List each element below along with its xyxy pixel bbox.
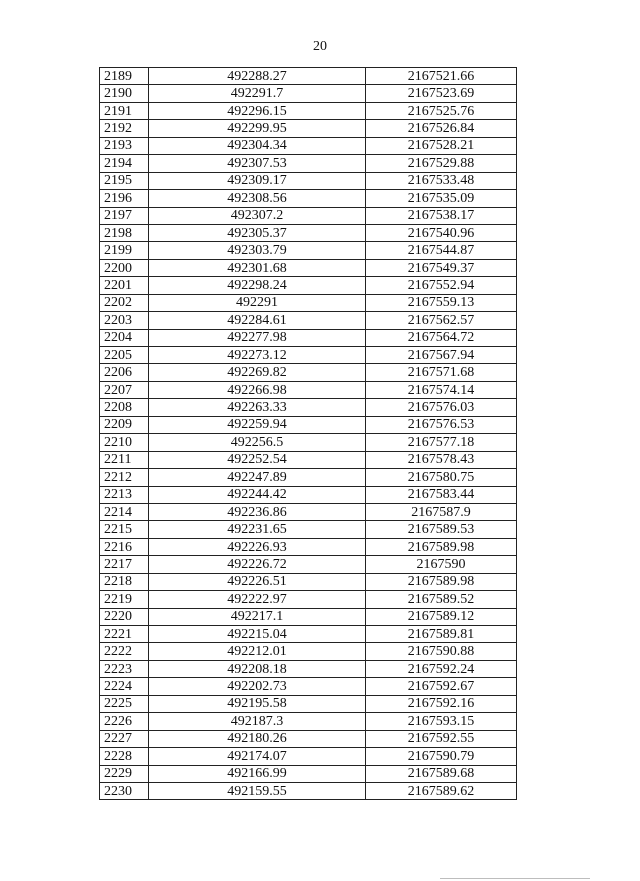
- coordinates-table: [99, 67, 517, 800]
- table-row: [100, 451, 517, 468]
- y-coordinate-cell: 2167577.18: [366, 434, 517, 451]
- y-coordinate-cell: 2167538.17: [366, 207, 517, 224]
- x-coordinate-cell: 492212.01: [149, 643, 366, 660]
- x-coordinate-cell: 492180.26: [149, 730, 366, 747]
- table-row: [100, 364, 517, 381]
- y-coordinate-cell: 2167528.21: [366, 137, 517, 154]
- table-row: [100, 626, 517, 643]
- x-coordinate-cell: 492236.86: [149, 503, 366, 520]
- point-number-cell: 2214: [100, 503, 149, 520]
- point-number-cell: 2195: [100, 172, 149, 189]
- x-coordinate-cell: 492299.95: [149, 120, 366, 137]
- point-number-cell: 2223: [100, 660, 149, 677]
- x-coordinate-cell: 492308.56: [149, 190, 366, 207]
- y-coordinate-cell: 2167592.24: [366, 660, 517, 677]
- x-coordinate-cell: 492301.68: [149, 259, 366, 276]
- x-coordinate-cell: 492309.17: [149, 172, 366, 189]
- y-coordinate-cell: 2167576.53: [366, 416, 517, 433]
- y-coordinate-cell: 2167552.94: [366, 277, 517, 294]
- table-row: [100, 190, 517, 207]
- y-coordinate-cell: 2167589.62: [366, 782, 517, 799]
- table-row: [100, 643, 517, 660]
- table-row: [100, 765, 517, 782]
- y-coordinate-cell: 2167571.68: [366, 364, 517, 381]
- x-coordinate-cell: 492305.37: [149, 224, 366, 241]
- point-number-cell: 2212: [100, 469, 149, 486]
- table-row: [100, 573, 517, 590]
- table-row: [100, 172, 517, 189]
- x-coordinate-cell: 492226.72: [149, 556, 366, 573]
- table-row: [100, 399, 517, 416]
- x-coordinate-cell: 492307.53: [149, 155, 366, 172]
- point-number-cell: 2218: [100, 573, 149, 590]
- point-number-cell: 2215: [100, 521, 149, 538]
- y-coordinate-cell: 2167590: [366, 556, 517, 573]
- y-coordinate-cell: 2167590.79: [366, 748, 517, 765]
- y-coordinate-cell: 2167540.96: [366, 224, 517, 241]
- point-number-cell: 2202: [100, 294, 149, 311]
- y-coordinate-cell: 2167589.98: [366, 538, 517, 555]
- table-row: [100, 294, 517, 311]
- point-number-cell: 2227: [100, 730, 149, 747]
- x-coordinate-cell: 492244.42: [149, 486, 366, 503]
- y-coordinate-cell: 2167590.88: [366, 643, 517, 660]
- table-row: [100, 85, 517, 102]
- y-coordinate-cell: 2167592.67: [366, 678, 517, 695]
- point-number-cell: 2213: [100, 486, 149, 503]
- point-number-cell: 2220: [100, 608, 149, 625]
- point-number-cell: 2198: [100, 224, 149, 241]
- table-row: [100, 556, 517, 573]
- point-number-cell: 2222: [100, 643, 149, 660]
- table-row: [100, 660, 517, 677]
- table-row: [100, 277, 517, 294]
- x-coordinate-cell: 492252.54: [149, 451, 366, 468]
- table-row: [100, 469, 517, 486]
- point-number-cell: 2204: [100, 329, 149, 346]
- y-coordinate-cell: 2167592.55: [366, 730, 517, 747]
- x-coordinate-cell: 492263.33: [149, 399, 366, 416]
- y-coordinate-cell: 2167589.68: [366, 765, 517, 782]
- point-number-cell: 2196: [100, 190, 149, 207]
- table-row: [100, 782, 517, 799]
- point-number-cell: 2190: [100, 85, 149, 102]
- point-number-cell: 2216: [100, 538, 149, 555]
- x-coordinate-cell: 492304.34: [149, 137, 366, 154]
- table-row: [100, 312, 517, 329]
- table-row: [100, 503, 517, 520]
- point-number-cell: 2199: [100, 242, 149, 259]
- y-coordinate-cell: 2167593.15: [366, 713, 517, 730]
- table-row: [100, 381, 517, 398]
- table-row: [100, 591, 517, 608]
- y-coordinate-cell: 2167580.75: [366, 469, 517, 486]
- table-row: [100, 224, 517, 241]
- table-row: [100, 102, 517, 119]
- y-coordinate-cell: 2167562.57: [366, 312, 517, 329]
- table-row: [100, 695, 517, 712]
- y-coordinate-cell: 2167576.03: [366, 399, 517, 416]
- point-number-cell: 2226: [100, 713, 149, 730]
- coordinates-table-body: [100, 68, 517, 800]
- x-coordinate-cell: 492215.04: [149, 626, 366, 643]
- x-coordinate-cell: 492298.24: [149, 277, 366, 294]
- y-coordinate-cell: 2167567.94: [366, 347, 517, 364]
- table-row: [100, 713, 517, 730]
- point-number-cell: 2217: [100, 556, 149, 573]
- x-coordinate-cell: 492273.12: [149, 347, 366, 364]
- table-row: [100, 434, 517, 451]
- y-coordinate-cell: 2167589.12: [366, 608, 517, 625]
- x-coordinate-cell: 492291.7: [149, 85, 366, 102]
- x-coordinate-cell: 492174.07: [149, 748, 366, 765]
- table-row: [100, 416, 517, 433]
- table-row: [100, 486, 517, 503]
- x-coordinate-cell: 492187.3: [149, 713, 366, 730]
- table-row: [100, 329, 517, 346]
- point-number-cell: 2192: [100, 120, 149, 137]
- x-coordinate-cell: 492256.5: [149, 434, 366, 451]
- x-coordinate-cell: 492303.79: [149, 242, 366, 259]
- point-number-cell: 2221: [100, 626, 149, 643]
- x-coordinate-cell: 492296.15: [149, 102, 366, 119]
- footer-rule: [440, 878, 590, 879]
- y-coordinate-cell: 2167592.16: [366, 695, 517, 712]
- y-coordinate-cell: 2167523.69: [366, 85, 517, 102]
- x-coordinate-cell: 492208.18: [149, 660, 366, 677]
- x-coordinate-cell: 492231.65: [149, 521, 366, 538]
- table-row: [100, 242, 517, 259]
- table-row: [100, 120, 517, 137]
- y-coordinate-cell: 2167589.53: [366, 521, 517, 538]
- y-coordinate-cell: 2167564.72: [366, 329, 517, 346]
- y-coordinate-cell: 2167589.52: [366, 591, 517, 608]
- x-coordinate-cell: 492226.93: [149, 538, 366, 555]
- table-row: [100, 678, 517, 695]
- y-coordinate-cell: 2167521.66: [366, 68, 517, 85]
- point-number-cell: 2228: [100, 748, 149, 765]
- x-coordinate-cell: 492166.99: [149, 765, 366, 782]
- point-number-cell: 2191: [100, 102, 149, 119]
- y-coordinate-cell: 2167544.87: [366, 242, 517, 259]
- table-row: [100, 538, 517, 555]
- table-row: [100, 608, 517, 625]
- x-coordinate-cell: 492226.51: [149, 573, 366, 590]
- point-number-cell: 2189: [100, 68, 149, 85]
- y-coordinate-cell: 2167525.76: [366, 102, 517, 119]
- point-number-cell: 2200: [100, 259, 149, 276]
- point-number-cell: 2206: [100, 364, 149, 381]
- point-number-cell: 2209: [100, 416, 149, 433]
- x-coordinate-cell: 492269.82: [149, 364, 366, 381]
- y-coordinate-cell: 2167529.88: [366, 155, 517, 172]
- y-coordinate-cell: 2167549.37: [366, 259, 517, 276]
- point-number-cell: 2225: [100, 695, 149, 712]
- y-coordinate-cell: 2167535.09: [366, 190, 517, 207]
- point-number-cell: 2229: [100, 765, 149, 782]
- point-number-cell: 2203: [100, 312, 149, 329]
- point-number-cell: 2210: [100, 434, 149, 451]
- table-row: [100, 748, 517, 765]
- table-row: [100, 155, 517, 172]
- y-coordinate-cell: 2167574.14: [366, 381, 517, 398]
- page-number: 20: [313, 39, 327, 54]
- x-coordinate-cell: 492291: [149, 294, 366, 311]
- point-number-cell: 2224: [100, 678, 149, 695]
- x-coordinate-cell: 492284.61: [149, 312, 366, 329]
- point-number-cell: 2205: [100, 347, 149, 364]
- table-row: [100, 68, 517, 85]
- x-coordinate-cell: 492217.1: [149, 608, 366, 625]
- y-coordinate-cell: 2167587.9: [366, 503, 517, 520]
- x-coordinate-cell: 492307.2: [149, 207, 366, 224]
- x-coordinate-cell: 492266.98: [149, 381, 366, 398]
- point-number-cell: 2230: [100, 782, 149, 799]
- point-number-cell: 2197: [100, 207, 149, 224]
- x-coordinate-cell: 492202.73: [149, 678, 366, 695]
- y-coordinate-cell: 2167589.98: [366, 573, 517, 590]
- y-coordinate-cell: 2167559.13: [366, 294, 517, 311]
- y-coordinate-cell: 2167589.81: [366, 626, 517, 643]
- x-coordinate-cell: 492195.58: [149, 695, 366, 712]
- x-coordinate-cell: 492259.94: [149, 416, 366, 433]
- x-coordinate-cell: 492288.27: [149, 68, 366, 85]
- y-coordinate-cell: 2167578.43: [366, 451, 517, 468]
- table-row: [100, 521, 517, 538]
- x-coordinate-cell: 492222.97: [149, 591, 366, 608]
- y-coordinate-cell: 2167533.48: [366, 172, 517, 189]
- table-row: [100, 207, 517, 224]
- x-coordinate-cell: 492247.89: [149, 469, 366, 486]
- point-number-cell: 2201: [100, 277, 149, 294]
- point-number-cell: 2211: [100, 451, 149, 468]
- x-coordinate-cell: 492277.98: [149, 329, 366, 346]
- point-number-cell: 2208: [100, 399, 149, 416]
- point-number-cell: 2193: [100, 137, 149, 154]
- point-number-cell: 2194: [100, 155, 149, 172]
- point-number-cell: 2219: [100, 591, 149, 608]
- point-number-cell: 2207: [100, 381, 149, 398]
- y-coordinate-cell: 2167583.44: [366, 486, 517, 503]
- table-row: [100, 259, 517, 276]
- table-row: [100, 730, 517, 747]
- table-row: [100, 137, 517, 154]
- table-row: [100, 347, 517, 364]
- y-coordinate-cell: 2167526.84: [366, 120, 517, 137]
- x-coordinate-cell: 492159.55: [149, 782, 366, 799]
